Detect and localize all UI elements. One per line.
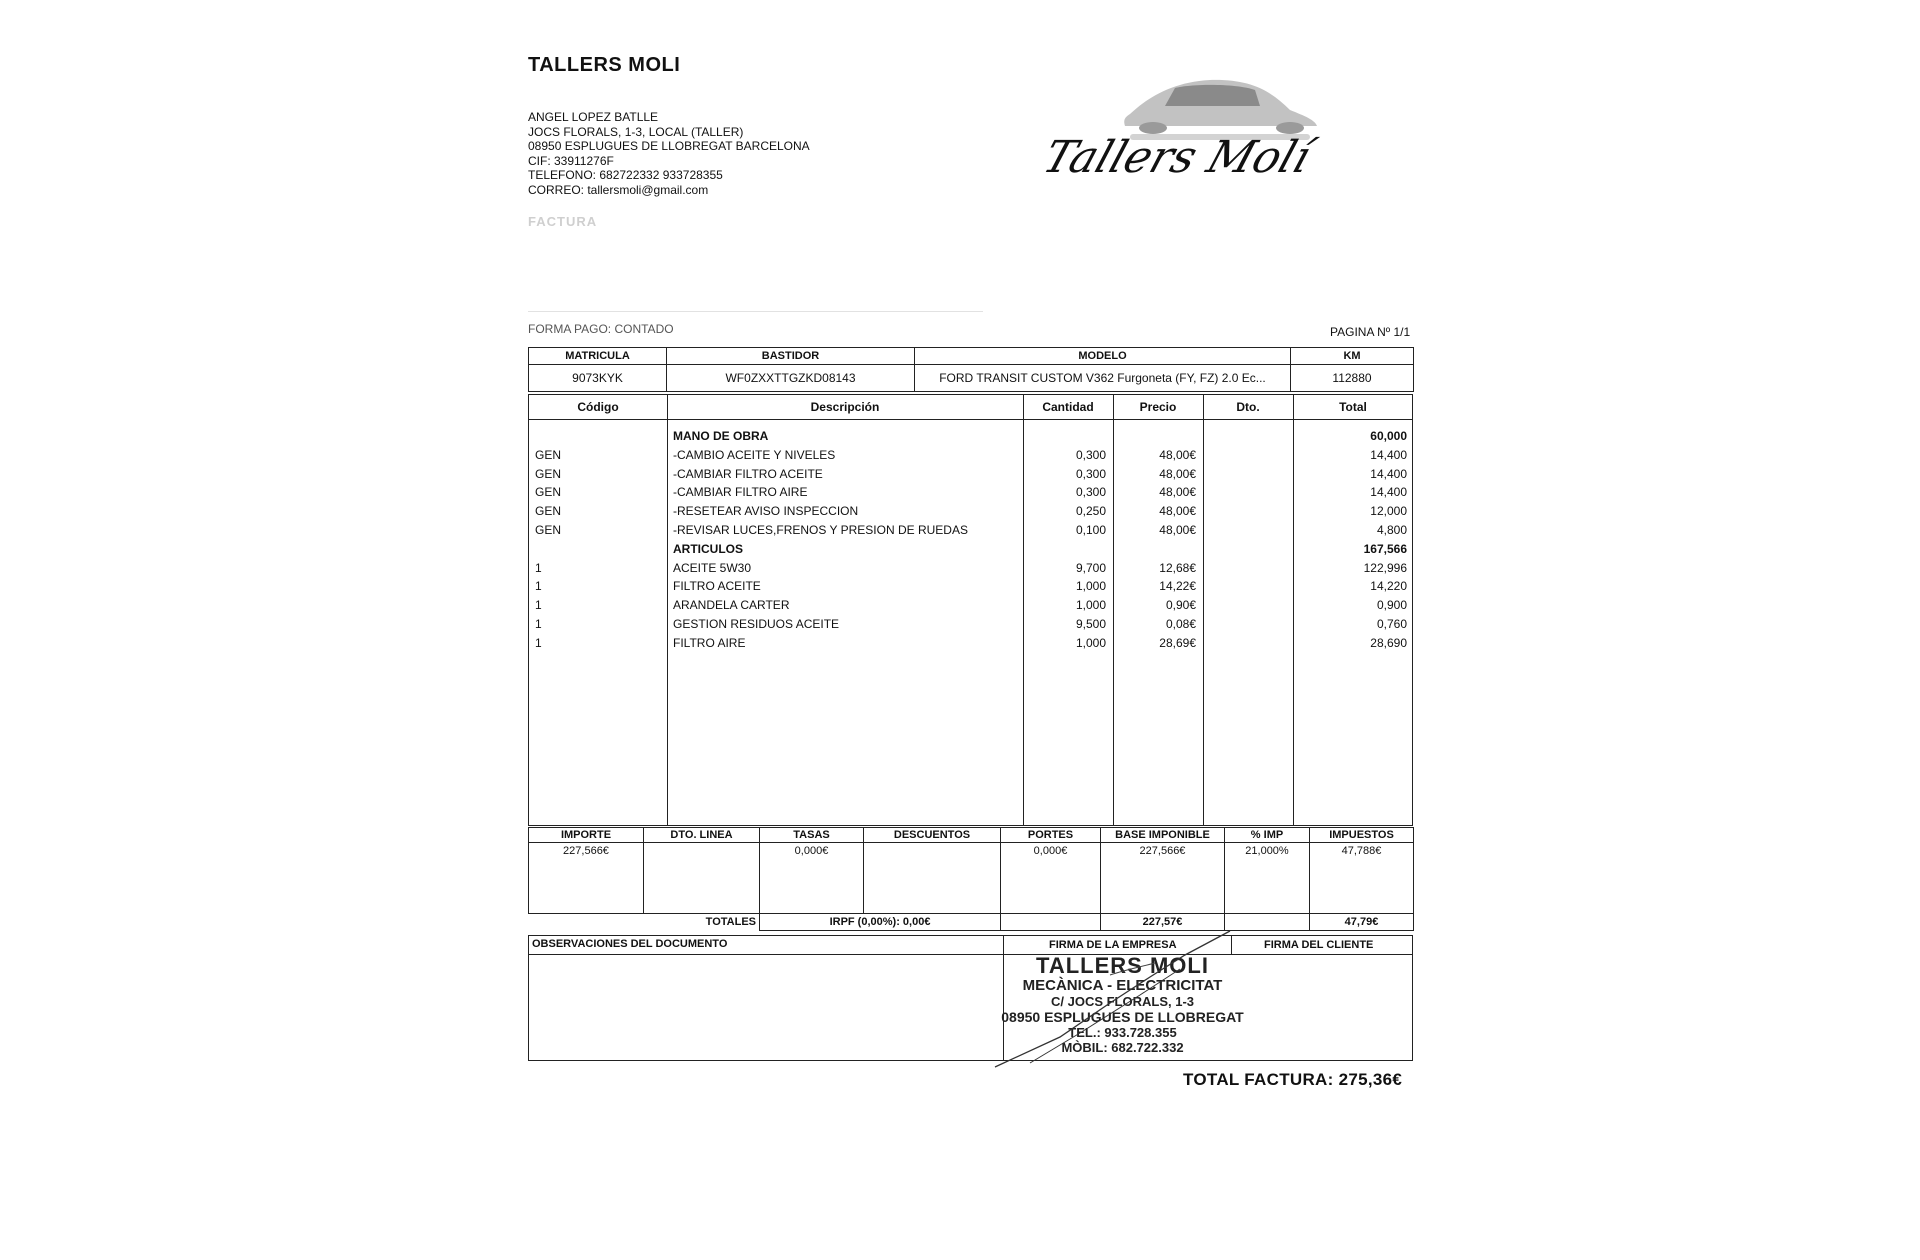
summary-table (528, 827, 1414, 931)
stamp-street: C/ JOCS FLORALS, 1-3 (1050, 994, 1195, 1009)
line-cantidad: 0,300 (1075, 466, 1106, 481)
line-cantidad: 1,000 (1075, 635, 1106, 650)
line-descripcion: -RESETEAR AVISO INSPECCION (673, 504, 859, 519)
col-header-km: KM (1291, 348, 1414, 365)
header-portes: PORTES (1001, 828, 1101, 843)
company-logo (1035, 72, 1390, 192)
line-precio: 0,08€ (1165, 617, 1196, 631)
line-total: 122,996 (1363, 560, 1407, 575)
observaciones-label: OBSERVACIONES DEL DOCUMENTO (532, 938, 728, 950)
col-header-bastidor: BASTIDOR (667, 348, 915, 365)
line-total: 12,000 (1370, 504, 1407, 519)
line-precio: 48,00€ (1159, 523, 1196, 537)
line-descripcion: ACEITE 5W30 (673, 560, 752, 575)
line-total: 0,760 (1376, 617, 1407, 631)
total-base-value: 227,57€ (1101, 914, 1225, 931)
column-divider (1231, 936, 1232, 954)
header-descripcion: Descripción (810, 400, 880, 414)
line-codigo: 1 (535, 598, 542, 613)
table-row (529, 540, 1412, 558)
line-precio: 12,68€ (1159, 560, 1196, 575)
line-total: 167,566 (1363, 541, 1407, 556)
firma-cliente-label: FIRMA DEL CLIENTE (1264, 939, 1374, 951)
header-importe: IMPORTE (529, 828, 644, 843)
line-items-header (529, 395, 1412, 420)
header-descuentos: DESCUENTOS (864, 828, 1001, 843)
phone: TELEFONO: 682722332 933728355 (528, 168, 723, 182)
line-cantidad: 9,500 (1075, 617, 1106, 631)
header-impuestos: IMPUESTOS (1310, 828, 1414, 843)
line-total: 0,900 (1376, 598, 1407, 613)
city-address: 08950 ESPLUGUES DE LLOBREGAT BARCELONA (528, 139, 810, 153)
dto-linea-value (644, 843, 760, 914)
total-impuestos-value: 47,79€ (1310, 914, 1414, 931)
table-row (529, 577, 1412, 595)
stamp-activity: MECÀNICA - ELECTRICITAT (1022, 977, 1223, 994)
line-descripcion: -REVISAR LUCES,FRENOS Y PRESION DE RUEDAS (673, 523, 968, 537)
line-descripcion: -CAMBIAR FILTRO ACEITE (673, 466, 823, 481)
line-codigo: 1 (535, 617, 542, 631)
line-codigo: 1 (535, 560, 542, 575)
logo-script-text: Tallers Molí (1037, 131, 1318, 183)
irpf-value: IRPF (0,00%): 0,00€ (760, 914, 1001, 931)
footer-box (528, 935, 1413, 1061)
page-number: PAGINA Nº 1/1 (1330, 325, 1411, 339)
line-descripcion: FILTRO AIRE (673, 635, 746, 650)
line-precio: 48,00€ (1159, 466, 1196, 481)
line-precio: 0,90€ (1165, 598, 1196, 613)
cif: CIF: 33911276F (528, 153, 614, 168)
table-row (529, 446, 1412, 464)
km-value: 112880 (1291, 365, 1414, 392)
company-stamp (1000, 953, 1245, 1055)
line-cantidad: 0,300 (1075, 485, 1106, 500)
importe-value: 227,566€ (529, 843, 644, 914)
header-dto: Dto. (1236, 400, 1260, 414)
line-total: 14,400 (1370, 485, 1407, 500)
total-factura: TOTAL FACTURA: 275,36€ (1183, 1070, 1403, 1089)
line-descripcion: MANO DE OBRA (673, 429, 769, 443)
header-tasas: TASAS (760, 828, 864, 843)
line-codigo: GEN (535, 523, 562, 537)
company-name: TALLERS MOLI (528, 54, 681, 76)
totales-empty (1001, 914, 1101, 931)
header-pct-imp: % IMP (1225, 828, 1310, 843)
line-descripcion: ARANDELA CARTER (673, 598, 790, 613)
impuestos-value: 47,788€ (1310, 843, 1414, 914)
vehicle-table (528, 347, 1414, 392)
line-descripcion: -CAMBIO ACEITE Y NIVELES (673, 447, 836, 462)
line-descripcion: GESTION RESIDUOS ACEITE (673, 617, 840, 631)
line-total: 14,400 (1370, 447, 1407, 462)
line-total: 28,690 (1370, 635, 1407, 650)
line-codigo: 1 (535, 579, 542, 594)
table-row (529, 465, 1412, 483)
divider (528, 311, 983, 312)
line-total: 14,220 (1370, 579, 1407, 594)
stamp-name: TALLERS MOLI (1036, 953, 1209, 978)
line-descripcion: FILTRO ACEITE (673, 579, 761, 594)
document-type-label: FACTURA (528, 214, 598, 229)
header-codigo: Código (577, 400, 619, 414)
table-row (529, 521, 1412, 539)
descuentos-value (864, 843, 1001, 914)
header-base-imponible: BASE IMPONIBLE (1101, 828, 1225, 843)
line-total: 14,400 (1370, 466, 1407, 481)
stamp-mobile: MÒBIL: 682.722.332 (1061, 1040, 1184, 1055)
line-codigo: GEN (535, 504, 562, 519)
header-cantidad: Cantidad (1042, 400, 1094, 414)
email: CORREO: tallersmoli@gmail.com (528, 182, 709, 197)
line-codigo: GEN (535, 447, 562, 462)
line-cantidad: 9,700 (1075, 560, 1106, 575)
line-cantidad: 0,100 (1075, 523, 1106, 537)
pct-imp-value: 21,000% (1225, 843, 1310, 914)
table-row (529, 483, 1412, 501)
matricula-value: 9073KYK (529, 365, 667, 392)
col-header-modelo: MODELO (915, 348, 1291, 365)
line-cantidad: 1,000 (1075, 579, 1106, 594)
base-imponible-value: 227,566€ (1101, 843, 1225, 914)
stamp-city: 08950 ESPLUGUES DE LLOBREGAT (1001, 1009, 1244, 1025)
payment-method: FORMA PAGO: CONTADO (528, 322, 674, 336)
street-address: JOCS FLORALS, 1-3, LOCAL (TALLER) (528, 124, 744, 139)
bastidor-value: WF0ZXXTTGZKD08143 (667, 365, 915, 392)
modelo-value: FORD TRANSIT CUSTOM V362 Furgoneta (FY, FZ) 2.0 Ec... (915, 365, 1291, 392)
firma-empresa-label: FIRMA DE LA EMPRESA (1049, 939, 1177, 951)
totales-empty (1225, 914, 1310, 931)
line-codigo: 1 (535, 635, 542, 650)
line-precio: 48,00€ (1159, 447, 1196, 462)
table-row (529, 634, 1412, 652)
line-items-table (528, 394, 1413, 826)
stamp-phone: TEL.: 933.728.355 (1068, 1025, 1177, 1040)
divider (529, 954, 1412, 955)
line-cantidad: 0,300 (1075, 447, 1106, 462)
line-codigo: GEN (535, 466, 562, 481)
table-row (529, 615, 1412, 633)
line-codigo: GEN (535, 485, 562, 500)
line-precio: 48,00€ (1159, 485, 1196, 500)
table-row (529, 427, 1412, 445)
line-precio: 28,69€ (1159, 635, 1196, 650)
line-cantidad: 0,250 (1075, 504, 1106, 519)
table-row (529, 596, 1412, 614)
owner-name: ANGEL LOPEZ BATLLE (528, 110, 659, 124)
line-cantidad: 1,000 (1075, 598, 1106, 613)
header-precio: Precio (1139, 400, 1177, 414)
header-total: Total (1339, 400, 1367, 414)
totales-label: TOTALES (529, 914, 760, 931)
col-header-matricula: MATRICULA (529, 348, 667, 365)
line-total: 60,000 (1370, 429, 1407, 443)
portes-value: 0,000€ (1001, 843, 1101, 914)
line-descripcion: ARTICULOS (673, 541, 743, 556)
table-row (529, 559, 1412, 577)
line-total: 4,800 (1376, 523, 1407, 537)
line-precio: 14,22€ (1159, 579, 1196, 594)
header-dto-linea: DTO. LINEA (644, 828, 760, 843)
line-descripcion: -CAMBIAR FILTRO AIRE (673, 485, 808, 500)
company-address (528, 110, 810, 197)
line-precio: 48,00€ (1159, 504, 1196, 519)
table-row (529, 502, 1412, 520)
tasas-value: 0,000€ (760, 843, 864, 914)
